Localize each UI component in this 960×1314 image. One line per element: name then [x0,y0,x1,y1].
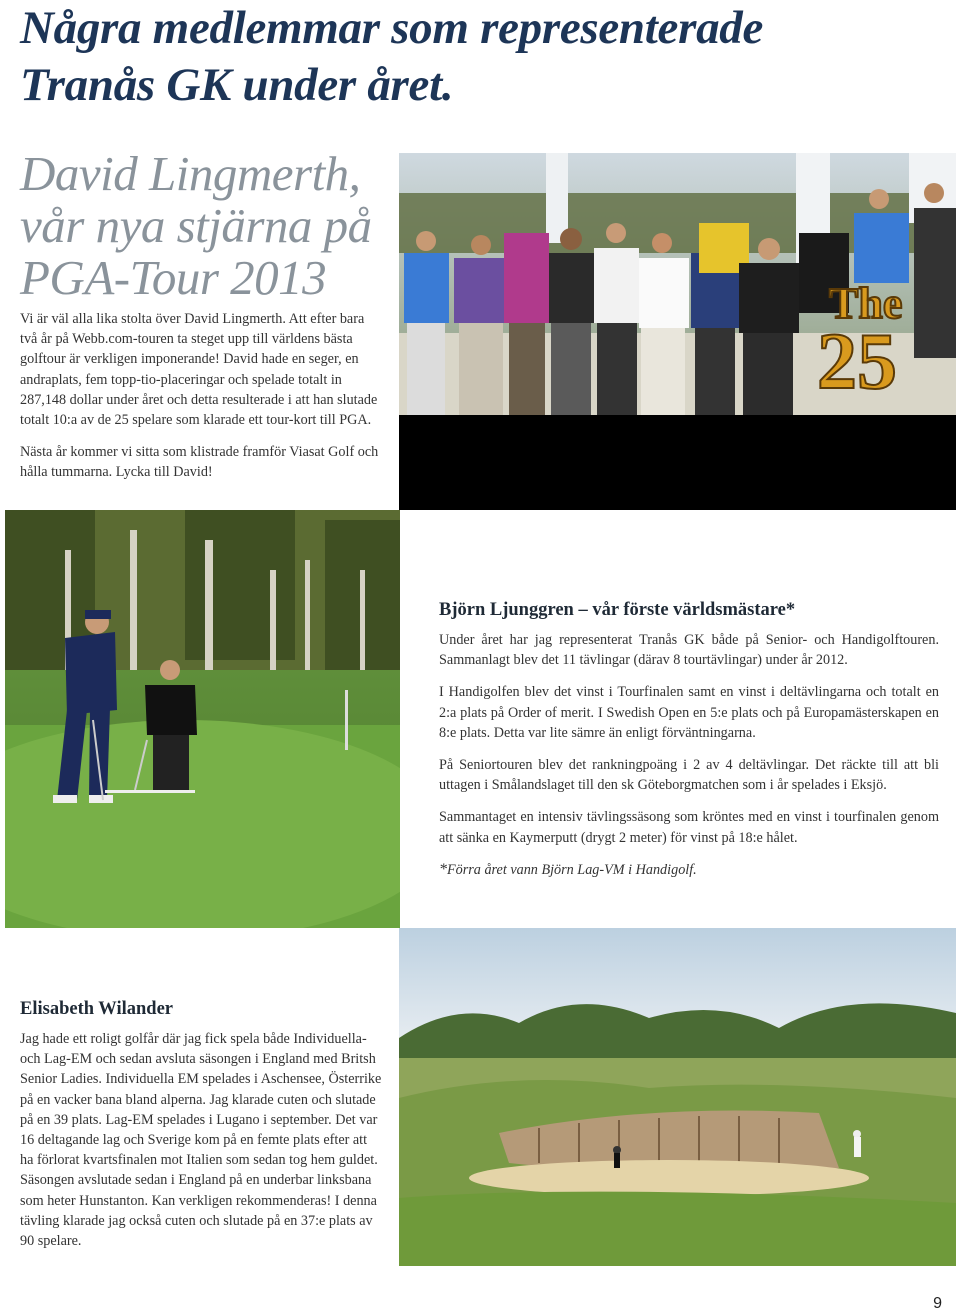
bjorn-paragraph-2: I Handigolfen blev det vinst i Tourfinalen samt en vinst i deltävlingarna och totalt en 2:a plats på Order of merit. I Swedish Open en 5:e plats och på Europamästerskapen en 8:e plats. Detta var lite sämre än enligt förväntningarna. [439,684,939,741]
lingmerth-paragraph-1: Vi är väl alla lika stolta över David Lingmerth. Att efter bara två år på Webb.com-touren ta steget upp till världens bästa golftour är verkligen imponerande! David hade en seger, en andraplats, fem topp-tio-placeringar och spelade totalt in 287,148 dollar under året och detta resulterade i att han slutade totalt 10:a av de 25 spelare som klarade ett tour-kort till PGA. [20,311,378,429]
lingmerth-title [20,148,400,304]
the25-logo-number: 25 [817,318,897,406]
lingmerth-paragraph-2: Nästa år kommer vi sitta som klistrade framför Viasat Golf och hålla tummarna. Lycka till David! [20,444,379,481]
bjorn-footnote-star: * [439,860,447,878]
lingmerth-article [20,309,382,495]
links-photo-graphic [399,928,956,1266]
bjorn-article [439,598,939,880]
lingmerth-title-line-1: David Lingmerth, [20,146,361,201]
lingmerth-title-line-3: PGA-Tour 2013 [20,250,327,305]
the25-group-photo [399,153,956,510]
elisabeth-paragraph-1: Jag hade ett roligt golfår där jag fick spela både Individuella- och Lag-EM och sedan avsluta säsongen i England med Britsh Senior Ladies. Individuella EM spelades i Aschensee, Österrike på en vacker bana bland alperna. Jag klarade cuten och slutade på en 39 plats. Lag-EM spelades i Lugano i september. Det var 16 deltagande lag och Sverige kom på en femte plats efter att ha förlorat kvartsfinalen mot Italien som sedan tog hem guldet. Säsongen avslutade sedan i England på en underbar linksbana som heter Hunstanton. Kan verkligen rekommenderas! I denna tävling klarade jag också cuten och slutade på en 37:e plats av 90 spelare. [20,1031,382,1250]
bjorn-footnote-text: Förra året vann Björn Lag-VM i Handigolf. [447,861,697,878]
the25-photo-graphic [399,153,956,510]
bjorn-putting-photo [5,510,400,928]
bjorn-paragraph-1: Under året har jag representerat Tranås GK både på Senior- och Handigolftouren. Sammanlagt blev det 11 tävlingar (därav 8 tourtävlingar) under år 2012. [439,632,939,669]
bjorn-heading: Björn Ljunggren – vår förste världsmästare* [439,600,796,620]
links-course-photo [399,928,956,1266]
page-title-line-1: Några medlemmar som representerade [20,2,764,54]
bjorn-photo-graphic [5,510,400,928]
elisabeth-article [20,997,382,1263]
bjorn-paragraph-3: På Seniortouren blev det rankningpoäng i 2 av 4 deltävlingar. Det räckte till att bli uttagen i Smålandslaget till den sk Göteborgmatchen som i år spelades i Eksjö. [439,757,939,794]
lingmerth-title-line-2: vår nya stjärna på [20,198,372,253]
bjorn-paragraph-4: Sammantaget en intensiv tävlingssäsong som kröntes med en vinst i tourfinalen genom att sänka en Kaymerputt (drygt 2 meter) för vinst på 18:e hålet. [439,809,939,846]
the25-logo-the: The [829,279,903,328]
elisabeth-heading: Elisabeth Wilander [20,999,174,1019]
page-title-line-2: Tranås GK under året. [20,59,454,111]
page-number: 9 [933,1295,942,1312]
bjorn-footnote [439,860,939,880]
page-title [20,0,920,114]
